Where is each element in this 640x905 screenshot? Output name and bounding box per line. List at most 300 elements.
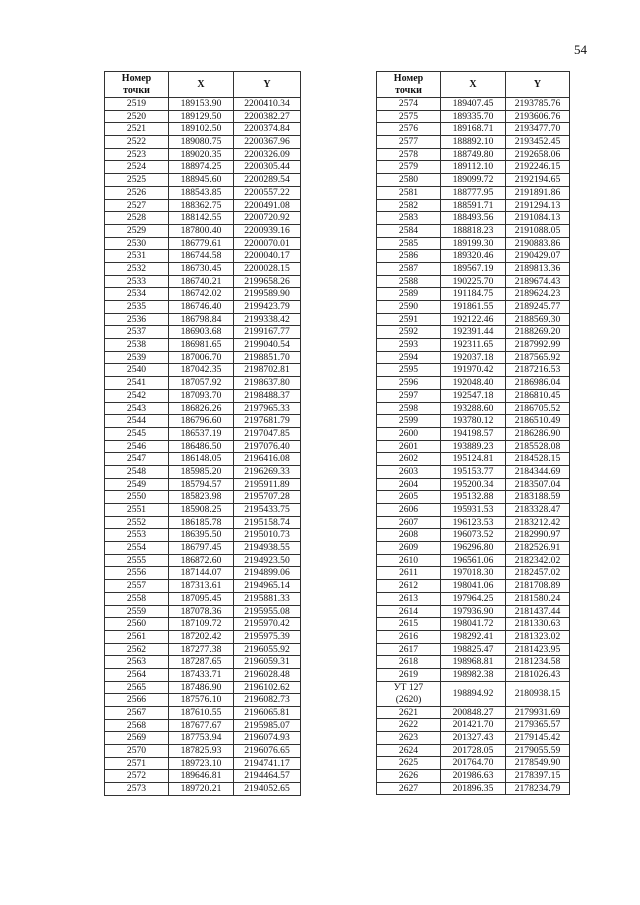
point-number-cell: 2624 [377,744,441,757]
point-number-cell: 2562 [105,643,169,656]
header-point-word: точки [123,84,150,96]
y-cell: 2197965.33 [234,402,301,415]
y-cell: 2191294.13 [506,199,570,212]
x-cell: 195124.81 [441,453,506,466]
table-row [105,288,301,301]
x-cell: 188543.85 [169,186,234,199]
y-cell: 2200040.17 [234,250,301,263]
y-cell: 2196269.33 [234,465,301,478]
y-cell: 2179365.57 [506,719,570,732]
table-row [377,186,570,199]
y-cell: 2194923.50 [234,554,301,567]
y-cell: 2183507.04 [506,478,570,491]
y-cell: 2194965.14 [234,580,301,593]
table-row [105,719,301,732]
point-number-cell: 2583 [377,212,441,225]
x-cell: 196561.06 [441,554,506,567]
x-cell: 187677.67 [169,719,234,732]
header-point-word: точки [395,84,422,96]
x-cell: 189080.75 [169,136,234,149]
table-row [377,478,570,491]
table-row [105,681,301,694]
table-row [105,275,301,288]
x-cell: 198041.06 [441,580,506,593]
x-cell: 189168.71 [441,123,506,136]
y-cell: 2188569.30 [506,313,570,326]
table-row [105,136,301,149]
point-number-cell: 2601 [377,440,441,453]
y-cell: 2186810.45 [506,389,570,402]
x-cell: 187313.61 [169,580,234,593]
y-cell: 2195955.08 [234,605,301,618]
x-cell: 201421.70 [441,719,506,732]
table-header-row [105,72,301,98]
x-cell: 198825.47 [441,643,506,656]
table-row [105,504,301,517]
point-number-cell: 2555 [105,554,169,567]
point-number-cell: 2607 [377,516,441,529]
y-cell: 2187992.99 [506,339,570,352]
table-row [377,440,570,453]
table-row [105,262,301,275]
table-row [377,757,570,770]
y-cell: 2199423.79 [234,301,301,314]
y-cell: 2193785.76 [506,98,570,111]
y-cell: 2191891.86 [506,186,570,199]
table-row [377,453,570,466]
table-row [377,542,570,555]
point-number-cell: 2579 [377,161,441,174]
point-number-cell: 2535 [105,301,169,314]
x-header: X [169,72,234,98]
y-cell: 2189624.23 [506,288,570,301]
y-cell: 2194741.17 [234,757,301,770]
y-cell: 2185528.08 [506,440,570,453]
point-number-cell: 2572 [105,770,169,783]
point-number-cell: 2587 [377,262,441,275]
point-number-cell: 2524 [105,161,169,174]
y-cell: 2200720.92 [234,212,301,225]
x-cell: 193288.60 [441,402,506,415]
point-number-cell: 2567 [105,707,169,720]
point-number-cell: 2551 [105,504,169,517]
point-number-cell: 2614 [377,605,441,618]
point-number-cell: 2544 [105,415,169,428]
point-number-cell: 2525 [105,174,169,187]
y-cell: 2197076.40 [234,440,301,453]
y-cell: 2182342.02 [506,554,570,567]
x-cell: 188974.25 [169,161,234,174]
table-row [105,224,301,237]
x-cell: 186981.65 [169,339,234,352]
x-cell: 187095.45 [169,592,234,605]
table-row [105,643,301,656]
y-cell: 2178549.90 [506,757,570,770]
y-cell: 2189674.43 [506,275,570,288]
y-cell: 2196055.92 [234,643,301,656]
table-row [105,605,301,618]
table-header-row [377,72,570,98]
table-row [377,605,570,618]
y-cell: 2198851.70 [234,351,301,364]
y-cell: 2195911.89 [234,478,301,491]
table-row [105,567,301,580]
y-cell: 2181234.58 [506,656,570,669]
x-cell: 195153.77 [441,465,506,478]
x-cell: 186746.40 [169,301,234,314]
point-number-cell: 2566 [105,694,169,707]
y-cell: 2178234.79 [506,782,570,795]
table-row [377,123,570,136]
point-number-cell: 2626 [377,770,441,783]
x-cell: 186730.45 [169,262,234,275]
point-number-cell: 2597 [377,389,441,402]
x-cell: 188945.60 [169,174,234,187]
table-row [105,389,301,402]
table-row [105,237,301,250]
y-cell: 2195970.42 [234,618,301,631]
y-cell: 2189245.77 [506,301,570,314]
y-cell: 2193477.70 [506,123,570,136]
point-number-cell: 2548 [105,465,169,478]
table-row [377,402,570,415]
table-row [377,174,570,187]
x-cell: 201764.70 [441,757,506,770]
table-row [377,351,570,364]
x-cell: 192048.40 [441,377,506,390]
table-row [105,313,301,326]
table-row [105,783,301,796]
x-cell: 197964.25 [441,592,506,605]
x-cell: 188591.71 [441,199,506,212]
table-row [377,592,570,605]
x-cell: 187078.36 [169,605,234,618]
point-number-cell: 2552 [105,516,169,529]
y-cell: 2196076.65 [234,745,301,758]
point-number-cell: 2560 [105,618,169,631]
point-number-cell: 2539 [105,351,169,364]
point-number-cell: 2575 [377,110,441,123]
x-cell: 187042.35 [169,364,234,377]
point-number-cell: 2618 [377,656,441,669]
table-row [105,453,301,466]
point-number-cell: 2603 [377,465,441,478]
x-cell: 186779.61 [169,237,234,250]
table-row [377,389,570,402]
y-cell: 2186286.90 [506,427,570,440]
x-cell: 186486.50 [169,440,234,453]
point-number-cell: 2580 [377,174,441,187]
point-number-cell: 2608 [377,529,441,542]
y-cell: 2184344.69 [506,465,570,478]
table-row [377,656,570,669]
y-header: Y [234,72,301,98]
table-row [377,250,570,263]
point-number-cell: 2545 [105,427,169,440]
x-cell: 186797.45 [169,542,234,555]
table-row [377,580,570,593]
y-cell: 2200382.27 [234,110,301,123]
table-row [377,782,570,795]
y-cell: 2194938.55 [234,542,301,555]
x-cell: 188142.55 [169,212,234,225]
y-cell: 2186705.52 [506,402,570,415]
point-number-cell: 2550 [105,491,169,504]
x-cell: 189720.21 [169,783,234,796]
y-cell: 2200939.16 [234,224,301,237]
point-number-cell: 2573 [105,783,169,796]
x-cell: 186903.68 [169,326,234,339]
y-cell: 2198488.37 [234,389,301,402]
y-cell: 2196028.48 [234,668,301,681]
x-cell: 198982.38 [441,668,506,681]
point-number-cell: 2617 [377,643,441,656]
x-cell: 197936.90 [441,605,506,618]
point-number-cell: 2540 [105,364,169,377]
table-row [377,136,570,149]
page-number: 54 [574,42,587,57]
x-cell: 187433.71 [169,668,234,681]
table-row [105,554,301,567]
y-cell: 2200557.22 [234,186,301,199]
table-row [377,681,570,706]
table-row [377,326,570,339]
y-cell: 2200070.01 [234,237,301,250]
table-row [105,377,301,390]
x-cell: 201327.43 [441,732,506,745]
table-row [105,123,301,136]
table-row [377,110,570,123]
point-number-cell: 2599 [377,415,441,428]
table-row [377,313,570,326]
x-cell: 187825.93 [169,745,234,758]
point-number-cell: 2612 [377,580,441,593]
table-row [105,110,301,123]
table-row [377,630,570,643]
x-cell: 189567.19 [441,262,506,275]
point-number-cell: 2602 [377,453,441,466]
y-cell: 2178397.15 [506,770,570,783]
x-cell: 189407.45 [441,98,506,111]
y-cell: 2200028.15 [234,262,301,275]
point-number-cell: 2592 [377,326,441,339]
x-cell: 186537.19 [169,427,234,440]
x-cell: 189099.72 [441,174,506,187]
point-number-cell: 2563 [105,656,169,669]
table-row [105,339,301,352]
x-cell: 188749.80 [441,148,506,161]
point-number-cell: 2558 [105,592,169,605]
y-cell: 2192658.06 [506,148,570,161]
y-cell: 2195707.28 [234,491,301,504]
x-cell: 193889.23 [441,440,506,453]
x-cell: 188777.95 [441,186,506,199]
table-row [105,732,301,745]
y-cell: 2194464.57 [234,770,301,783]
y-cell: 2181323.02 [506,630,570,643]
table-row [105,161,301,174]
point-number-cell: 2578 [377,148,441,161]
y-cell: 2190429.07 [506,250,570,263]
y-cell: 2200367.96 [234,136,301,149]
y-cell: 2195975.39 [234,630,301,643]
y-cell: 2187216.53 [506,364,570,377]
y-cell: 2199167.77 [234,326,301,339]
x-cell: 186744.58 [169,250,234,263]
y-cell: 2192194.65 [506,174,570,187]
x-cell: 198894.92 [441,681,506,706]
point-number-header [105,72,169,98]
table-row [377,732,570,745]
point-number-cell: 2622 [377,719,441,732]
table-row [105,415,301,428]
point-number-cell: 2529 [105,224,169,237]
y-cell: 2195158.74 [234,516,301,529]
table-row [105,478,301,491]
y-cell: 2183328.47 [506,504,570,517]
table-row [377,719,570,732]
y-cell: 2199658.26 [234,275,301,288]
table-row [105,301,301,314]
y-cell: 2184528.15 [506,453,570,466]
x-cell: 194198.57 [441,427,506,440]
y-cell: 2181423.95 [506,643,570,656]
x-cell: 193780.12 [441,415,506,428]
point-number-cell: 2542 [105,389,169,402]
table-row [105,542,301,555]
table-row [377,567,570,580]
x-cell: 196296.80 [441,542,506,555]
x-cell: 186185.78 [169,516,234,529]
y-cell: 2198702.81 [234,364,301,377]
x-cell: 187610.55 [169,707,234,720]
x-cell: 192547.18 [441,389,506,402]
table-row [377,339,570,352]
table-row [105,148,301,161]
table-row [377,668,570,681]
y-cell: 2199040.54 [234,339,301,352]
y-cell: 2196074.93 [234,732,301,745]
x-cell: 198041.72 [441,618,506,631]
x-cell: 187093.70 [169,389,234,402]
x-cell: 192122.46 [441,313,506,326]
x-cell: 191861.55 [441,301,506,314]
x-cell: 187486.90 [169,681,234,694]
point-number-cell: 2533 [105,275,169,288]
table-row [377,377,570,390]
x-cell: 198292.41 [441,630,506,643]
y-header: Y [506,72,570,98]
point-number-cell: 2531 [105,250,169,263]
table-row [105,427,301,440]
table-row [105,174,301,187]
x-cell: 188362.75 [169,199,234,212]
point-number-cell: 2530 [105,237,169,250]
point-number-cell: 2543 [105,402,169,415]
table-row [105,529,301,542]
x-cell: 187287.65 [169,656,234,669]
table-row [105,745,301,758]
x-cell: 187753.94 [169,732,234,745]
y-cell: 2179055.59 [506,744,570,757]
y-cell: 2187565.92 [506,351,570,364]
x-cell: 185908.25 [169,504,234,517]
header-number-word: Номер [121,72,152,84]
y-cell: 2183212.42 [506,516,570,529]
point-number-cell: 2593 [377,339,441,352]
x-cell: 186395.50 [169,529,234,542]
table-row [377,491,570,504]
table-row [377,744,570,757]
x-cell: 198968.81 [441,656,506,669]
table-row [377,212,570,225]
y-cell: 2197681.79 [234,415,301,428]
y-cell: 2194899.06 [234,567,301,580]
y-cell: 2194052.65 [234,783,301,796]
table-row [377,529,570,542]
table-row [105,250,301,263]
point-number-cell: 2610 [377,554,441,567]
point-number-cell: 2557 [105,580,169,593]
y-cell: 2193606.76 [506,110,570,123]
table-row [377,262,570,275]
x-cell: 189335.70 [441,110,506,123]
table-row [377,237,570,250]
point-number-cell: 2568 [105,719,169,732]
point-number-cell: 2590 [377,301,441,314]
point-number-cell: 2616 [377,630,441,643]
y-cell: 2180938.15 [506,681,570,706]
y-cell: 2181330.63 [506,618,570,631]
x-cell: 189723.10 [169,757,234,770]
point-number-cell: 2625 [377,757,441,770]
table-row [377,415,570,428]
point-number-cell: 2619 [377,668,441,681]
point-number-cell: 2596 [377,377,441,390]
point-number-cell: 2520 [105,110,169,123]
point-number-cell: 2528 [105,212,169,225]
x-cell: 195931.53 [441,504,506,517]
x-cell: 201986.63 [441,770,506,783]
x-cell: 195200.34 [441,478,506,491]
x-cell: 189102.50 [169,123,234,136]
table-row [377,275,570,288]
x-cell: 189646.81 [169,770,234,783]
y-cell: 2196065.81 [234,707,301,720]
point-number-cell: 2586 [377,250,441,263]
point-number-cell: 2522 [105,136,169,149]
table-row [377,618,570,631]
y-cell: 2200289.54 [234,174,301,187]
point-number-cell: 2564 [105,668,169,681]
x-cell: 187109.72 [169,618,234,631]
x-cell: 185985.20 [169,465,234,478]
x-cell: 196073.52 [441,529,506,542]
x-cell: 191184.75 [441,288,506,301]
x-cell: 187277.38 [169,643,234,656]
table-row [105,668,301,681]
y-cell: 2181580.24 [506,592,570,605]
point-number-cell: 2521 [105,123,169,136]
point-number-cell: 2541 [105,377,169,390]
table-row [105,199,301,212]
point-number-cell: 2621 [377,706,441,719]
point-number-cell: 2534 [105,288,169,301]
point-number-cell: УТ 127 (2620) [377,681,441,706]
table-row [377,516,570,529]
table-row [105,351,301,364]
y-cell: 2181026.43 [506,668,570,681]
